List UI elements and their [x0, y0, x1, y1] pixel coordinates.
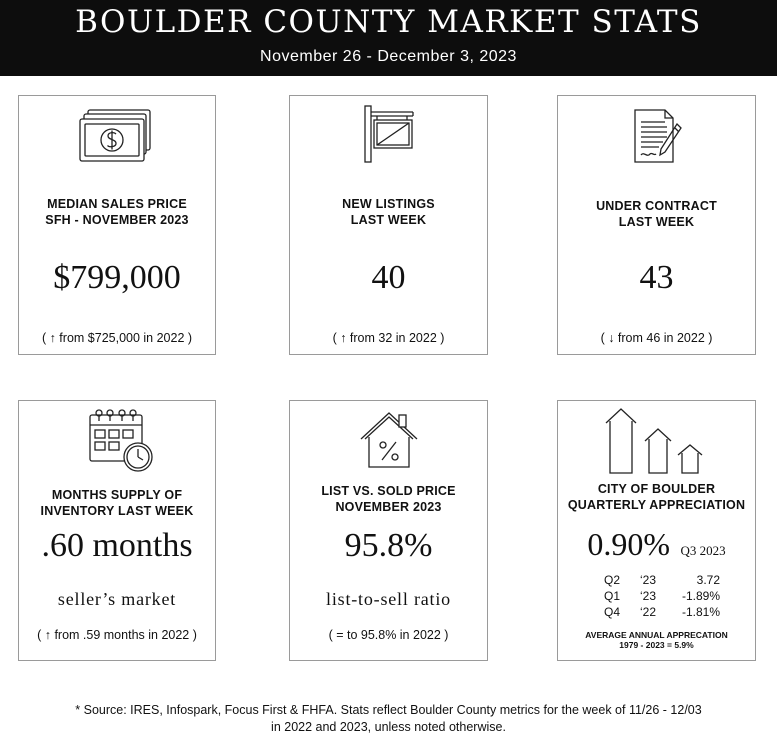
calendar-clock-icon	[86, 407, 156, 473]
quarter-year: ‘23	[640, 589, 657, 603]
market-subtext: seller’s market	[57, 589, 177, 609]
quarter-value: -1.81%	[681, 605, 720, 619]
card-label: LIST VS. SOLD PRICE NOVEMBER 2023	[321, 484, 456, 514]
comparison-note: ( ↑ from 32 in 2022 )	[332, 331, 445, 345]
stat-value: $799,000	[53, 259, 181, 296]
stat-value: 43	[639, 259, 674, 296]
card-label: NEW LISTINGS LAST WEEK	[342, 197, 435, 227]
comparison-note: ( ↓ from 46 in 2022 )	[600, 331, 713, 345]
footnote-line: in 2022 and 2023, unless noted otherwise.	[271, 720, 506, 734]
money-icon	[79, 108, 155, 164]
page-title: BOULDER COUNTY MARKET STATS	[75, 4, 702, 40]
quarterly-appreciation-card	[557, 400, 756, 661]
houses-growth-icon	[602, 405, 712, 475]
card-label: CITY OF BOULDER QUARTERLY APPRECIATION	[567, 482, 746, 512]
contract-document-icon	[629, 106, 685, 166]
quarter-value: 3.72	[696, 573, 720, 587]
stat-value: 95.8%	[344, 527, 433, 564]
under-contract-card	[557, 95, 756, 355]
quarter-label: Q3 2023	[680, 543, 726, 558]
house-percent-icon	[357, 407, 421, 471]
comparison-note: ( ↑ from .59 months in 2022 )	[37, 628, 197, 642]
new-listings-card	[289, 95, 488, 355]
median-sales-price-card	[18, 95, 216, 355]
average-label: AVERAGE ANNUAL APPRECATION	[585, 630, 728, 640]
average-value: 1979 - 2023 = 5.9%	[619, 640, 694, 650]
footnote-line: * Source: IRES, Infospark, Focus First & FHFA. Stats reflect Boulder County metrics for the week of 11/26 - 12/03	[75, 703, 702, 717]
source-footnote	[40, 702, 737, 736]
list-vs-sold-card	[289, 400, 488, 661]
quarter-value: -1.89%	[681, 589, 720, 603]
appreciation-value-row	[558, 525, 755, 563]
comparison-note: ( ↑ from $725,000 in 2022 )	[41, 331, 193, 345]
date-range: November 26 - December 3, 2023	[260, 48, 517, 65]
stat-value: 40	[371, 259, 406, 296]
quarter-name: Q4	[604, 605, 621, 619]
card-label: MEDIAN SALES PRICE SFH - NOVEMBER 2023	[45, 197, 189, 227]
quarter-year: ‘23	[640, 573, 657, 587]
stat-value: 0.90%	[587, 526, 671, 562]
sign-post-icon	[361, 104, 417, 164]
ratio-subtext: list-to-sell ratio	[326, 589, 451, 609]
comparison-note: ( = to 95.8% in 2022 )	[328, 628, 449, 642]
quarter-year: ‘22	[640, 605, 657, 619]
stat-value: .60 months	[41, 527, 193, 564]
quarter-name: Q1	[604, 589, 621, 603]
card-label: MONTHS SUPPLY OF INVENTORY LAST WEEK	[40, 488, 194, 518]
average-appreciation	[558, 630, 755, 650]
months-supply-card	[18, 400, 216, 661]
card-label: UNDER CONTRACT LAST WEEK	[596, 199, 717, 229]
header-banner	[0, 0, 777, 76]
quarter-name: Q2	[604, 573, 621, 587]
